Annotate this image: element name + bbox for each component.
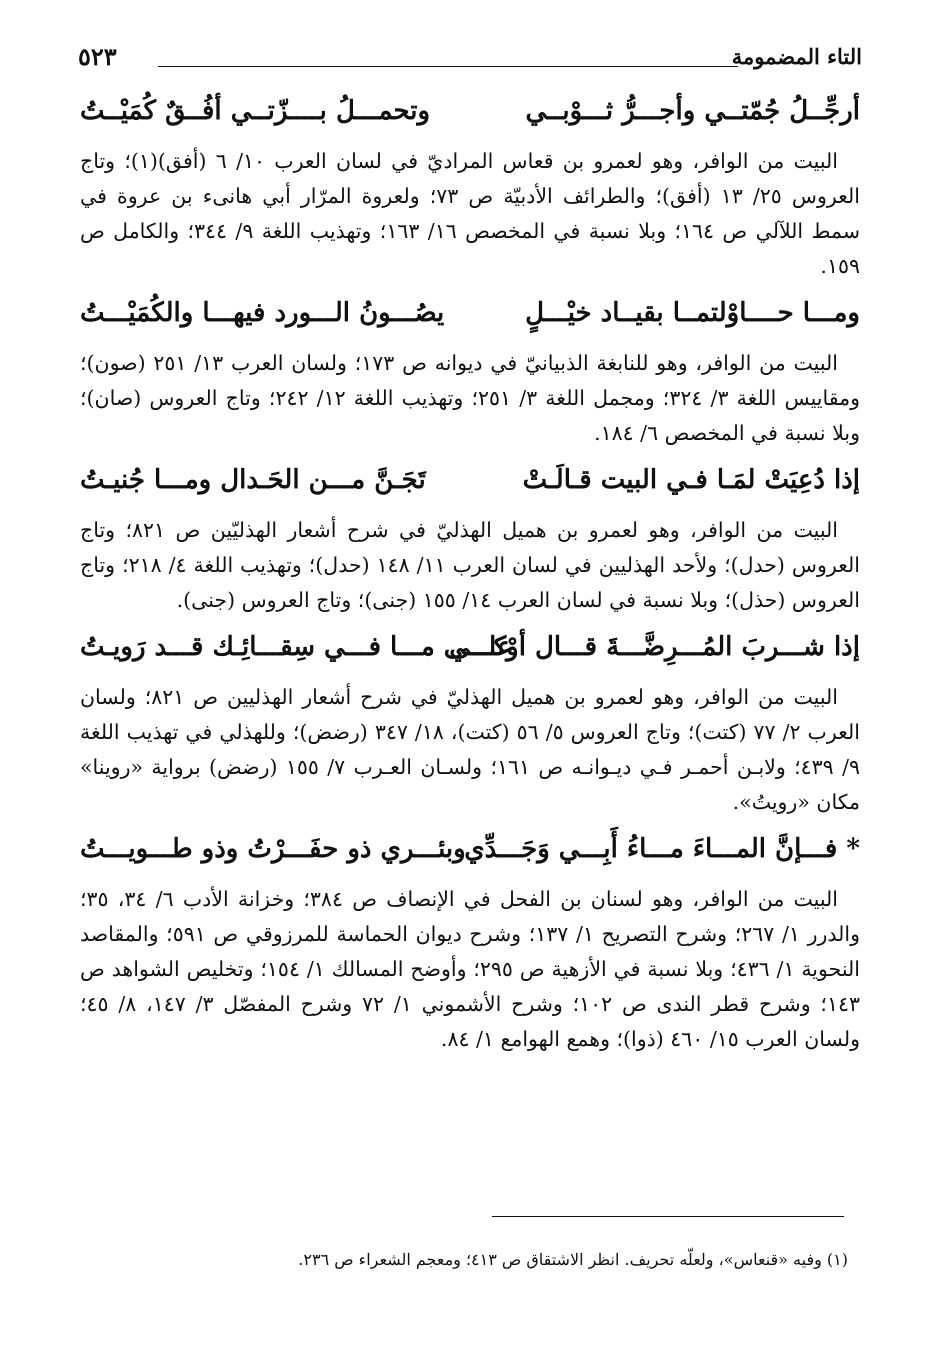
verse-line — [80, 628, 860, 676]
footnote: (١) وفيه «قنعاس»، ولعلّه تحريف. انظر الاشتقاق ص ٤١٣؛ ومعجم الشعراء ص ٢٣٦. — [298, 1250, 848, 1269]
verse-line — [80, 461, 860, 509]
footnote-rule — [492, 1216, 844, 1217]
verse-commentary — [80, 346, 860, 451]
commentary-text: البيت من الوافر، وهو لسنان بن الفحل في الإنصاف ص ٣٨٤؛ وخزانة الأدب ٦/ ٣٤، ٣٥؛ والدرر ١/ ٢٦٧؛ وشرح التصريح ١/ ١٣٧؛ وشرح ديوان الحماسة للمرزوقي ص ٥٩١؛ والمقاصد النحوية ١/ ٤٣٦؛ وبلا نسبة في الأزهية ص ٢٩٥؛ وأوضح المسالك ١/ ١٥٤؛ وتخليص الشواهد ص ١٤٣؛ وشرح قطر الندى ص ١٠٢؛ وشرح الأشموني ١/ ٧٢ وشرح المفصّل ٣/ ١٤٧، ٨/ ٤٥؛ ولسان العرب ١٥/ ٤٦٠ (ذوا)؛ وهمع الهوامع ١/ ٨٤. — [80, 887, 860, 1051]
page-number: ٥٢٣ — [78, 42, 117, 71]
commentary-text: البيت من الوافر، وهو للنابغة الذبيانيّ في ديوانه ص ١٧٣؛ ولسان العرب ١٣/ ٢٥١ (صون)؛ ومقاييس اللغة ٣/ ٣٢٤؛ ومجمل اللغة ٣/ ٢٥١؛ وتهذيب اللغة ١٢/ ٢٤٢؛ وتاج العروس (صان)؛ وبلا نسبة في المخصص ٦/ ١٨٤. — [80, 351, 860, 445]
verse-line — [80, 294, 860, 342]
verse-second-hemistich: وتحمـــلُ بــــزّتــي أفُــقٌ كُمَيْــتُ — [80, 96, 431, 126]
verse-second-hemistich: يصُـــونُ الـــورد فيهـــا والكُمَيْـــتُ — [80, 298, 445, 328]
verse-line — [80, 830, 860, 878]
verse-line — [80, 92, 860, 140]
commentary-text: البيت من الوافر، وهو لعمرو بن قعاس المراديّ في لسان العرب ١٠/ ٦ (أفق)(١)؛ وتاج العروس ٢٥/ ١٣ (أفق)؛ والطرائف الأدبيّة ص ٧٣؛ ولعروة المرّار أبي هانىء بن عروة في سمط اللآلي ص ١٦٤؛ وبلا نسبة في المخصص ١٦/ ١٦٣؛ وتهذيب اللغة ٩/ ٣٤٤؛ والكامل ص ١٥٩. — [80, 149, 860, 278]
verse-second-hemistich: تَجَـنَّ مـــن الحَـدال ومـــا جُنيـتُ — [80, 465, 426, 495]
verse-first-hemistich: أرجِّــلُ جُمّتــي وأجـــرُّ ثـــوْبــي — [525, 96, 860, 126]
verse-first-hemistich: ومـــا حــــاوْلتمــا بقيــاد خيْـــلٍ — [525, 298, 860, 328]
verse-commentary — [80, 144, 860, 284]
verse-commentary — [80, 513, 860, 618]
verse-first-hemistich: إذا شـــربَ المُـــرِضَّـــةَ قـــال أوْكـــي — [449, 632, 860, 662]
verse-second-hemistich: وبئـــري ذو حفَـــرْتُ وذو طـــويـــتُ — [80, 834, 466, 864]
commentary-text: البيت من الوافر، وهو لعمرو بن هميل الهذليّ في شرح أشعار الهذليّين ص ٨٢١؛ وتاج العروس (حدل)؛ ولأحد الهذليين في لسان العرب ١١/ ١٤٨ (حدل)؛ وتهذيب اللغة ٤/ ٢١٨؛ وتاج العروس (حذل)؛ وبلا نسبة في لسان العرب ١٤/ ١٥٥ (جنى)؛ وتاج العروس (جنى). — [80, 518, 860, 612]
verse-first-hemistich: إذا دُعِيَتْ لمَـا فـي البيت قـالَـتْ — [522, 465, 860, 495]
verse-commentary — [80, 882, 860, 1057]
verse-first-hemistich: * فـــإنَّ المـــاءَ مـــاءُ أَبِـــي وَجَـــدِّي — [464, 834, 860, 864]
commentary-text: البيت من الوافر، وهو لعمرو بن هميل الهذليّ في شرح أشعار الهذليين ص ٨٢١؛ ولسان العرب ٢/ ٧٧ (كتت)؛ وتاج العروس ٥/ ٥٦ (كتت)، ١٨/ ٣٤٧ (رضض)؛ وللهذلي في تهذيب اللغة ٩/ ٤٣٩؛ ولابـن أحمـر فـي ديـوانـه ص ١٦١؛ ولسـان العـرب ٧/ ١٥٥ (رضض) برواية «روينا» مكان «رويتُ». — [80, 685, 860, 814]
header-rule — [158, 66, 738, 67]
verse-second-hemistich: علـــى مـــا فـــي سِقـــائِـك قـــد رَويـتُ — [80, 632, 513, 662]
page-body — [80, 92, 860, 1067]
running-header — [78, 44, 862, 80]
verse-commentary — [80, 680, 860, 820]
running-title: التاء المضمومة — [731, 44, 862, 69]
